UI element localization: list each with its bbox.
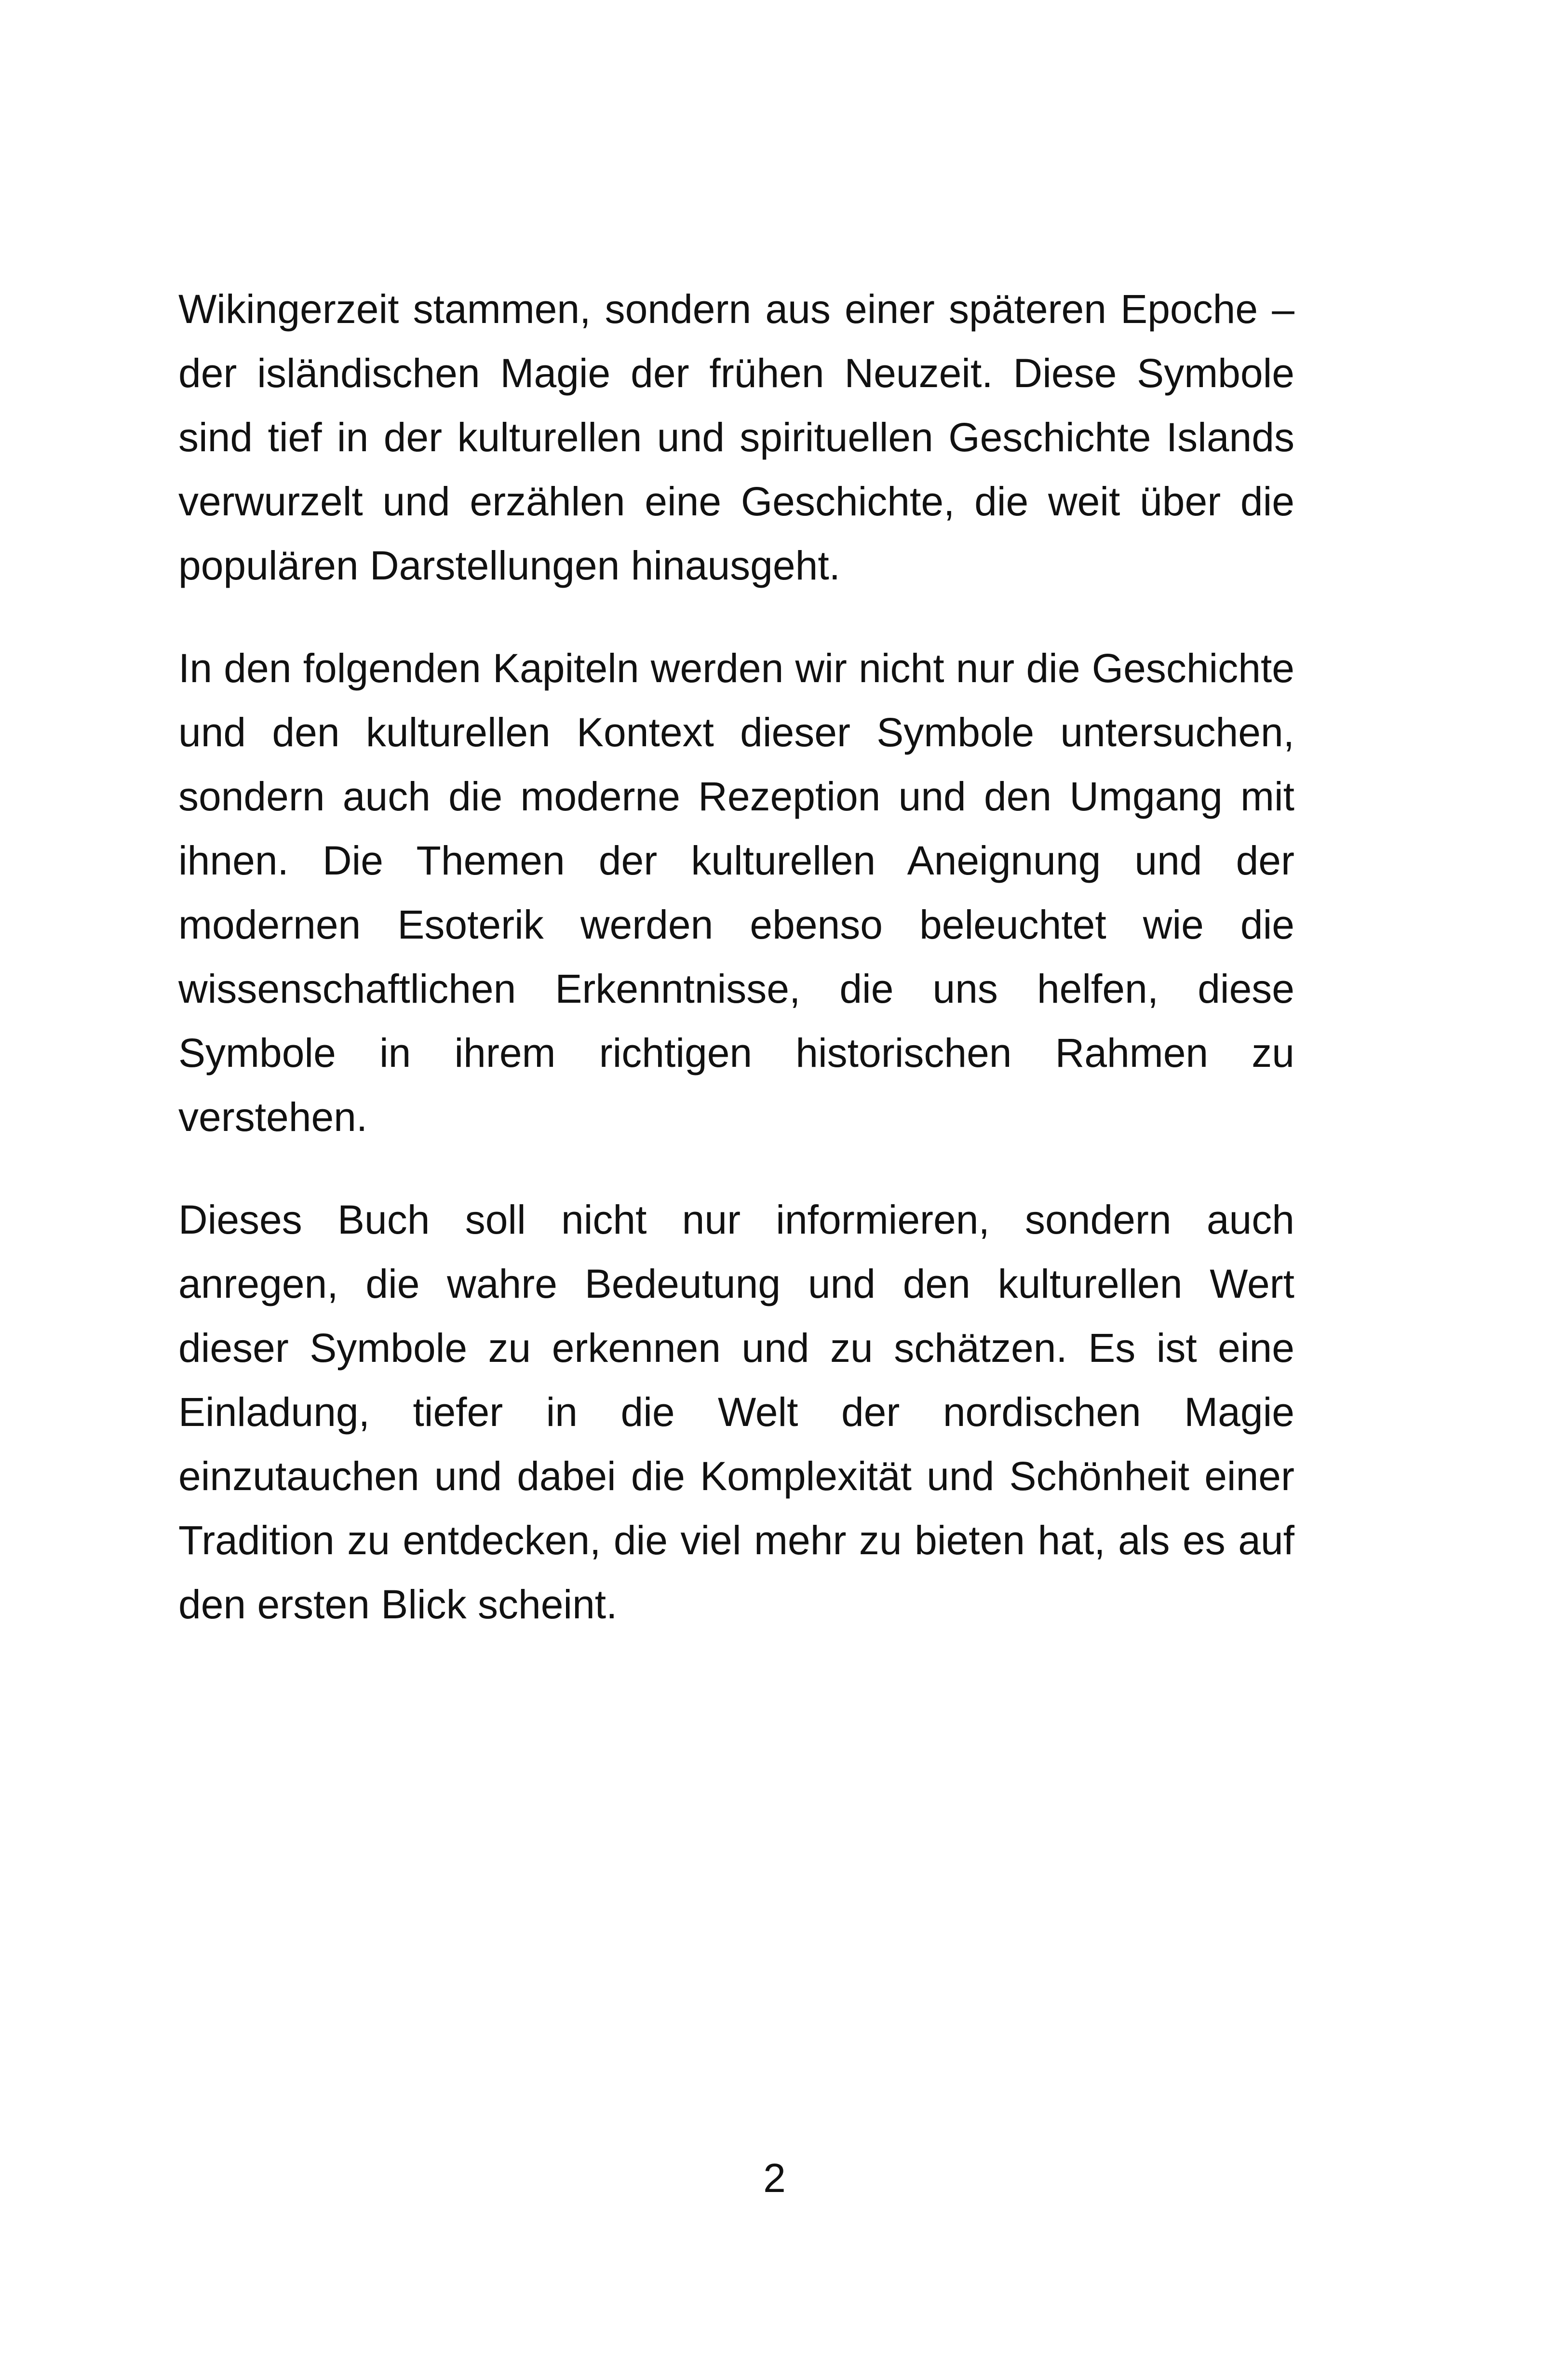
body-text	[178, 277, 1294, 1637]
page-number: 2	[763, 2155, 786, 2201]
paragraph-3: Dieses Buch soll nicht nur informieren, sondern auch anregen, die wahre Bedeutung und den kulturellen Wert dieser Symbole zu erkennen und zu schätzen. Es ist eine Einladung, tiefer in die Welt der nordischen Magie einzutauchen und dabei die Komplexität und Schönheit einer Tradition zu entdecken, die viel mehr zu bieten hat, als es auf den ersten Blick scheint.	[178, 1197, 1294, 1627]
paragraph-2: In den folgenden Kapiteln werden wir nicht nur die Geschichte und den kulturellen Kontext dieser Symbole untersuchen, sondern auch die moderne Rezeption und den Umgang mit ihnen. Die Themen der kulturellen Aneignung und der modernen Esoterik werden ebenso beleuchtet wie die wissenschaftlichen Erkenntnisse, die uns helfen, diese Symbole in ihrem richtigen historischen Rahmen zu verstehen.	[178, 645, 1294, 1140]
paragraph-1: Wikingerzeit stammen, sondern aus einer späteren Epoche – der isländischen Magie der frühen Neuzeit. Diese Symbole sind tief in der kulturellen und spirituellen Geschichte Islands verwurzelt und erzählen eine Geschichte, die weit über die populären Darstellungen hinausgeht.	[178, 286, 1294, 588]
